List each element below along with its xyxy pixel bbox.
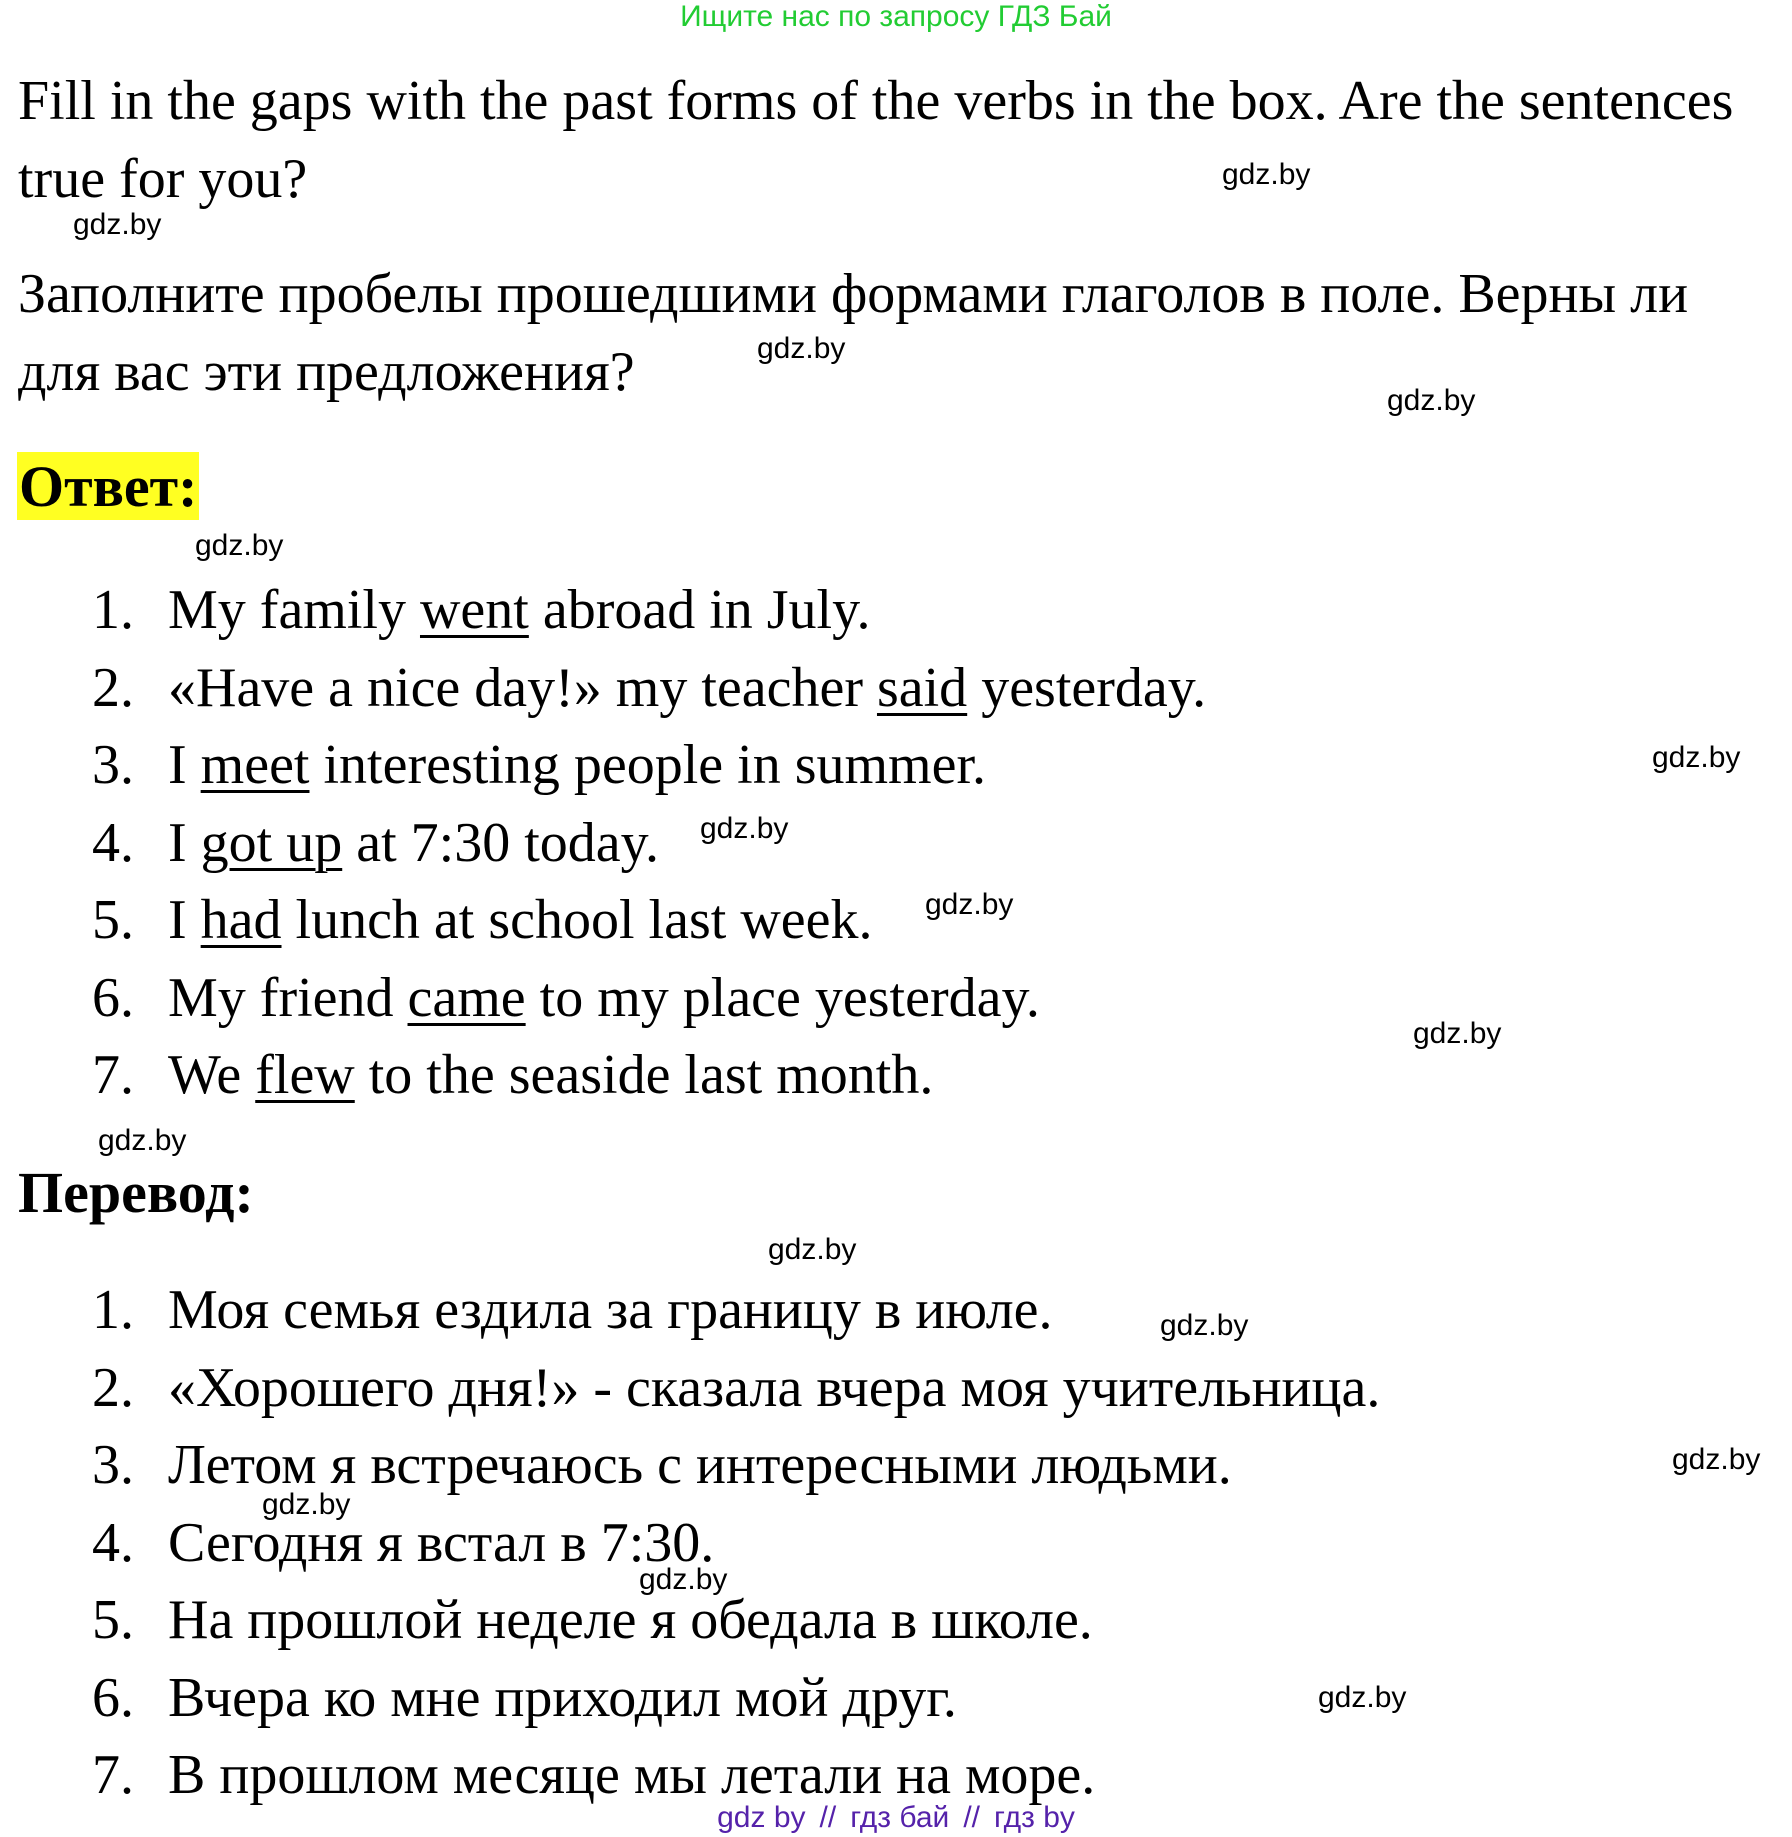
answer-verb: had: [200, 889, 282, 951]
watermark: gdz.by: [73, 208, 162, 241]
watermark: gdz.by: [1160, 1309, 1249, 1342]
item-number: 1.: [92, 579, 134, 641]
item-number: 3.: [92, 734, 134, 796]
watermark: gdz.by: [1222, 158, 1311, 191]
answer-sentence: «Have a nice day!» my teacher said yesterday.: [168, 656, 1207, 719]
item-number: 5.: [92, 889, 134, 951]
item-number: 4.: [92, 1511, 134, 1574]
translation-sentence: Сегодня я встал в 7:30.: [168, 1511, 715, 1574]
watermark: gdz.by: [1672, 1443, 1761, 1476]
item-number: 6.: [92, 966, 134, 1029]
watermark: gdz.by: [195, 529, 284, 562]
watermark: gdz.by: [98, 1124, 187, 1157]
answer-sentence: We flew to the seaside last month.: [168, 1044, 934, 1106]
translation-sentence: На прошлой неделе я обедала в школе.: [168, 1589, 1093, 1651]
item-number: 5.: [92, 1589, 134, 1651]
answer-verb: flew: [255, 1044, 355, 1106]
watermark: gdz.by: [262, 1488, 351, 1521]
item-number: 3.: [92, 1434, 134, 1496]
watermark: gdz.by: [925, 888, 1014, 921]
answer-heading: Ответ:: [19, 454, 198, 519]
answer-verb: went: [419, 579, 529, 641]
watermark: gdz.by: [1387, 384, 1476, 417]
translation-sentence: Моя семья ездила за границу в июле.: [168, 1279, 1053, 1341]
item-number: 7.: [92, 1044, 134, 1106]
answer-verb: came: [407, 966, 526, 1029]
watermark: gdz.by: [757, 332, 846, 365]
top-banner: Ищите нас по запросу ГДЗ Бай: [680, 0, 1112, 33]
item-number: 4.: [92, 811, 134, 874]
answer-sentence: I got up at 7:30 today.: [168, 811, 659, 874]
answer-verb: meet: [200, 734, 310, 796]
answer-verb: said: [876, 656, 968, 719]
answer-sentence: My friend came to my place yesterday.: [168, 966, 1040, 1029]
item-number: 6.: [92, 1666, 134, 1729]
watermark: gdz.by: [1413, 1017, 1502, 1050]
translation-heading: Перевод:: [18, 1160, 254, 1225]
item-number: 1.: [92, 1279, 134, 1341]
task-instruction-english: Fill in the gaps with the past forms of the verbs in the box. Are the sentences true for you?: [18, 70, 1734, 210]
translation-sentence: Летом я встречаюсь с интересными людьми.: [168, 1434, 1232, 1496]
footer-watermark: gdz by // гдз бай // гдз by: [717, 1801, 1075, 1834]
answer-sentence: I meet interesting people in summer.: [168, 734, 987, 796]
answer-verb: got up: [200, 811, 343, 874]
translation-sentence: Вчера ко мне приходил мой друг.: [168, 1666, 957, 1729]
item-number: 2.: [92, 656, 134, 719]
item-number: 2.: [92, 1356, 134, 1419]
watermark: gdz.by: [1652, 741, 1741, 774]
item-number: 7.: [92, 1744, 134, 1806]
watermark: gdz.by: [1318, 1681, 1407, 1714]
watermark: gdz.by: [700, 812, 789, 845]
answer-sentence: My family went abroad in July.: [168, 579, 871, 641]
watermark: gdz.by: [639, 1563, 728, 1596]
answer-sentence: I had lunch at school last week.: [168, 889, 873, 951]
task-instruction-russian: Заполните пробелы прошедшими формами глаголов в поле. Верны ли для вас эти предложения?: [18, 263, 1689, 403]
translation-sentence: «Хорошего дня!» - сказала вчера моя учительница.: [168, 1356, 1381, 1419]
watermark: gdz.by: [768, 1233, 857, 1266]
translation-sentence: В прошлом месяце мы летали на море.: [168, 1744, 1096, 1806]
